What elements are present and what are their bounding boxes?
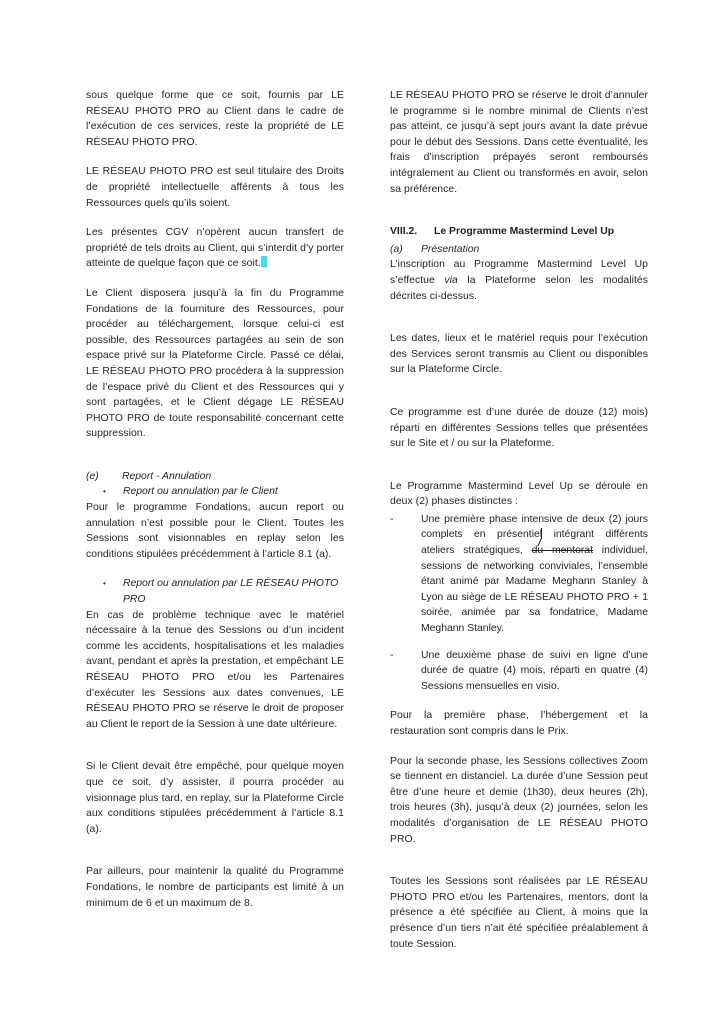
paragraph: Pour la seconde phase, les Sessions collectives Zoom se tiennent en distanciel. La durée d’une Session peut être d’une heure et demie (1h30), deux heures (2h), trois heures (3h), jusqu’à deux (2) journées, selon les modalités d’organisation de LE RÉSEAU PHOTO PRO. xyxy=(390,755,648,845)
bullet-marker-icon: • xyxy=(103,579,106,589)
section-number: VIII.2. xyxy=(390,226,418,238)
spacer xyxy=(390,318,648,331)
list-item xyxy=(86,576,344,607)
list-item xyxy=(390,512,648,637)
paragraph-with-cursor xyxy=(86,225,344,272)
bullet-list-1 xyxy=(86,484,344,500)
paragraph: Si le Client devait être empêché, pour quelque moyen que ce soit, d’y assister, il pourra procéder au visionnage plus tard, en replay, sur la Plateforme Circle aux conditions stipulées précédemment à l’article 8.1 (a). xyxy=(86,761,344,835)
paragraph: En cas de problème technique avec le matériel nécessaire à la tenue des Sessions ou d’un incident comme les accidents, hospitalisations et les maladies avant, pendant et après la prestation, et empêchant LE RÉSEAU PHOTO PRO et/ou les Partenaires d’exécuter les Sessions aux dates convenues, LE RÉSEAU PHOTO PRO se réserve le droit de proposer au Client le report de la Session à une date ultérieure. xyxy=(86,609,344,730)
two-column-layout xyxy=(86,88,648,952)
bullet-marker-icon: • xyxy=(103,487,106,497)
list-item-text-part3: individuel, sessions de networking conviviales, l’ensemble étant animé par Madame Meghann Stanley à Lyon au siège de LE RÉSEAU PHOTO PRO + 1 soirée, animée par sa fondatrice, Madame Meghann Stanley. xyxy=(421,545,648,635)
list-item xyxy=(86,484,344,500)
section-label: (e) xyxy=(86,470,99,482)
dash-marker-icon: - xyxy=(390,513,394,525)
spacer xyxy=(390,466,648,479)
left-column xyxy=(86,88,344,911)
bullet-list-2 xyxy=(86,576,344,607)
list-item xyxy=(390,648,648,695)
text-cursor-highlight xyxy=(261,256,267,267)
paragraph-text-part2: la Plateforme selon les modalités décrites ci-dessus. xyxy=(390,274,648,302)
section-title: Report - Annulation xyxy=(122,470,212,482)
emphasis-via: via xyxy=(444,274,458,286)
subsection-title: Présentation xyxy=(421,243,480,255)
paragraph: Pour le programme Fondations, aucun report ou annulation n’est possible pour le Client. Toutes les Sessions sont visionnables en replay selon les conditions stipulées précédemment à l’article 8.1 (a). xyxy=(86,502,344,560)
paragraph: Le Client disposera jusqu’à la fin du Programme Fondations de la fourniture des Ressources, pour procéder au téléchargement, lorsque celui-ci est possible, des Ressources partagées au sein de son espace privé sur la Plateforme Circle. Passé ce délai, LE RÉSEAU PHOTO PRO procédera à la suppression de l’espace privé du Client et des Ressources qui y sont partagées, et le Client dégage LE RÉSEAU PHOTO PRO de toute responsabilité concernant cette suppression. xyxy=(86,287,344,440)
subsection-label: (a) xyxy=(390,243,403,255)
section-title: Le Programme Mastermind Level Up xyxy=(434,226,615,238)
spacer xyxy=(390,861,648,874)
list-item-label: Report ou annulation par le Client xyxy=(123,486,278,498)
spacer xyxy=(86,746,344,759)
paragraph: Ce programme est d’une durée de douze (12) mois) réparti en différentes Sessions telles que présentées sur le Site et / ou sur la Plateforme. xyxy=(390,406,648,450)
spacer xyxy=(86,456,344,469)
paragraph: LE RÉSEAU PHOTO PRO est seul titulaire des Droits de propriété intellectuelle afférents à tous les Ressources quels qu’ils soient. xyxy=(86,166,344,209)
paragraph: sous quelque forme que ce soit, fournis par LE RÉSEAU PHOTO PRO au Client dans le cadre de l’exécution de ces services, reste la propriété de LE RÉSEAU PHOTO PRO. xyxy=(86,90,344,148)
struck-through-text: du mentorat xyxy=(531,545,593,557)
paragraph: Toutes les Sessions sont réalisées par LE RÉSEAU PHOTO PRO et/ou les Partenaires, mentors, dont la présence a été spécifiée au Client, à moins que la présence d’un tiers n’ait été spécifiée préalablement à toute Session. xyxy=(390,876,648,950)
paragraph-text-part1: L’inscription au Programme Mastermind Level Up s’effectue xyxy=(390,259,648,286)
list-item-label: Report ou annulation par LE RÉSEAU PHOTO PRO xyxy=(123,578,339,606)
list-item-label: Une deuxième phase de suivi en ligne d’une durée de quatre (4) mois, réparti en quatre (4) Sessions mensuelles en visio. xyxy=(421,649,648,692)
paragraph: Pour la première phase, l’hébergement et la restauration sont compris dans le Prix. xyxy=(390,710,648,737)
right-column xyxy=(390,88,648,952)
paragraph: Par ailleurs, pour maintenir la qualité du Programme Fondations, le nombre de participants est limité à un minimum de 6 et un maximum de 8. xyxy=(86,866,344,909)
spacer xyxy=(390,211,648,224)
paragraph-mixed xyxy=(390,257,648,304)
paragraph: Les dates, lieux et le matériel requis pour l’exécution des Services seront transmis au Client ou disponibles sur la Plateforme Circle. xyxy=(390,333,648,376)
subsection-heading-a xyxy=(390,242,648,258)
section-heading-viii-2 xyxy=(390,224,648,240)
section-heading-e xyxy=(86,469,344,485)
dash-marker-icon: - xyxy=(390,649,394,661)
spacer xyxy=(86,851,344,864)
paragraph-text: Les présentes CGV n’opèrent aucun transfert de propriété de tels droits au Client, qui s’interdit d’y porter atteinte de quelque façon que ce soit. xyxy=(86,227,344,270)
dash-list xyxy=(390,512,648,695)
paragraph: LE RÉSEAU PHOTO PRO se réserve le droit d’annuler le programme si le nombre minimal de Clients n’est pas atteint, ce jusqu’à sept jours avant la date prévue pour le début des Sessions. Dans cette éventualité, les frais d’inscription prépayés seront remboursés intégralement au Client ou transformés en avoir, selon sa préférence. xyxy=(390,90,648,195)
list-item-text-part2: intégrant différents ateliers stratégiques, xyxy=(421,529,649,557)
list-item-text-part1: Une première phase intensive de deux (2) jours complets en présentiel xyxy=(421,513,648,541)
spacer xyxy=(390,392,648,405)
paragraph: Le Programme Mastermind Level Up se déroule en deux (2) phases distinctes : xyxy=(390,480,648,508)
